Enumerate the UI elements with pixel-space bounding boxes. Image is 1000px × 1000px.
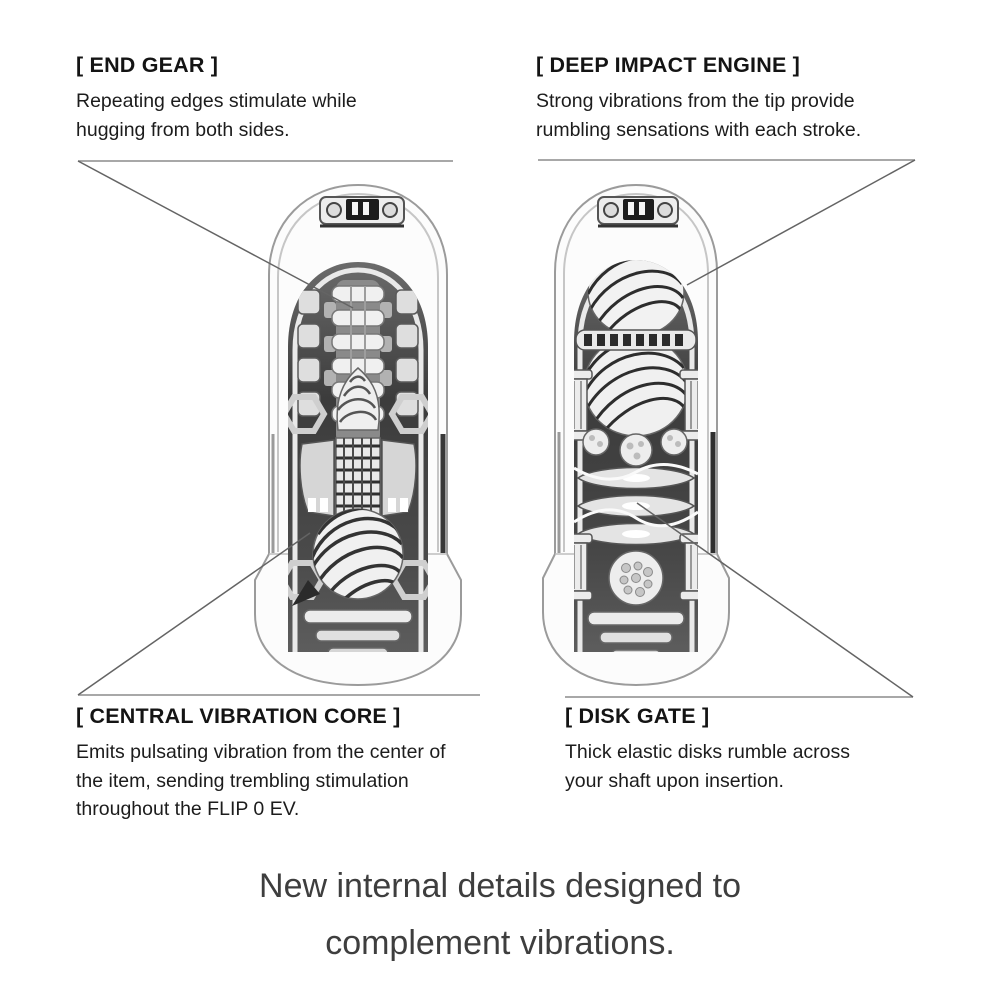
annotation-description: [76, 87, 357, 144]
annotation-disk-gate: [565, 704, 850, 795]
annotation-title: [ END GEAR ]: [76, 53, 219, 77]
description-line: Emits pulsating vibration from the center of: [76, 741, 446, 763]
device-cutaway-left-illustration: [248, 182, 468, 690]
description-line: Thick elastic disks rumble across: [565, 741, 850, 763]
device-cutaway-right-illustration: [538, 182, 734, 690]
annotation-title: [ CENTRAL VIBRATION CORE ]: [76, 704, 401, 728]
annotation-description: [565, 738, 850, 795]
description-line: rumbling sensations with each stroke.: [536, 118, 862, 141]
annotation-title: [ DISK GATE ]: [565, 704, 710, 728]
description-line: Strong vibrations from the tip provide: [536, 90, 855, 112]
annotation-end-gear: [76, 53, 357, 144]
annotation-title: [ DEEP IMPACT ENGINE ]: [536, 53, 801, 77]
top-clasp: [598, 197, 678, 226]
tagline: [0, 858, 1000, 972]
tagline-line: complement vibrations.: [325, 924, 675, 962]
description-line: your shaft upon insertion.: [565, 769, 784, 792]
description-line: hugging from both sides.: [76, 118, 290, 141]
tagline-line: New internal details designed to: [259, 867, 741, 905]
description-line: the item, sending trembling stimulation: [76, 769, 409, 792]
annotation-description: [76, 738, 446, 824]
annotation-deep-impact-engine: [536, 53, 861, 144]
annotation-central-vibration-core: [76, 704, 446, 824]
annotation-description: [536, 87, 861, 144]
description-line: Repeating edges stimulate while: [76, 90, 357, 112]
description-line: throughout the FLIP 0 EV.: [76, 798, 300, 820]
top-clasp: [320, 197, 404, 226]
